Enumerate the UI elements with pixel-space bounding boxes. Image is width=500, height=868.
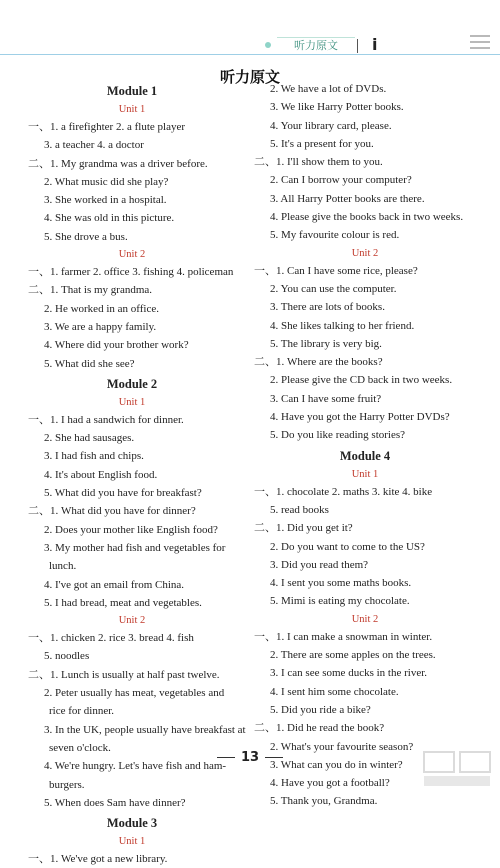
right-text-line: 2. Please give the CD back in two weeks. bbox=[270, 374, 453, 387]
left-text-line: seven o'clock. bbox=[49, 741, 111, 754]
menu-icon bbox=[470, 35, 490, 53]
right-text-line: 5. read books bbox=[270, 503, 329, 516]
right-text-line: 5. Mimi is eating my chocolate. bbox=[270, 595, 410, 608]
right-text-line: 5. My favourite colour is red. bbox=[270, 229, 400, 242]
right-text-line: 一、1. chocolate 2. maths 3. kite 4. bike bbox=[254, 485, 433, 498]
unit-heading: Unit 2 bbox=[351, 247, 379, 259]
right-text-line: 2. You can use the computer. bbox=[270, 282, 397, 295]
right-text-line: 二、1. Where are the books? bbox=[254, 356, 383, 369]
right-text-line: 4. I sent you some maths books. bbox=[270, 577, 412, 590]
left-text-line: 5. I had bread, meat and vegetables. bbox=[44, 596, 202, 609]
left-text-line: 一、1. I had a sandwich for dinner. bbox=[28, 413, 184, 426]
left-text-line: 4. We're hungry. Let's have fish and ham- bbox=[44, 760, 227, 773]
module-heading: Module 3 bbox=[106, 816, 158, 831]
left-text-line: 3. a teacher 4. a doctor bbox=[44, 139, 144, 152]
right-text-line: 4. Please give the books back in two weeks. bbox=[270, 211, 464, 224]
left-text-line: 二、1. What did you have for dinner? bbox=[28, 505, 196, 518]
left-text-line: 二、1. Lunch is usually at half past twelve. bbox=[28, 668, 220, 681]
left-text-line: 4. I've got an email from China. bbox=[44, 578, 185, 591]
header-divider bbox=[357, 39, 358, 53]
right-text-line: 4. Your library card, please. bbox=[270, 119, 392, 132]
left-text-line: 一、1. farmer 2. office 3. fishing 4. policeman bbox=[28, 266, 234, 279]
left-text-line: 2. Does your mother like English food? bbox=[44, 523, 218, 536]
header-rule bbox=[0, 54, 500, 55]
left-text-line: 一、1. chicken 2. rice 3. bread 4. fish bbox=[28, 632, 194, 645]
left-text-line: lunch. bbox=[49, 560, 77, 573]
watermark-icon bbox=[420, 748, 500, 790]
left-text-line: 4. Where did your brother work? bbox=[44, 339, 189, 352]
right-text-line: 3. What can you do in winter? bbox=[270, 758, 403, 771]
module-heading: Module 2 bbox=[106, 376, 158, 391]
left-text-line: 3. I had fish and chips. bbox=[44, 450, 144, 463]
dash-left bbox=[217, 757, 235, 758]
unit-heading: Unit 1 bbox=[118, 396, 146, 408]
page-title: 听力原文 bbox=[219, 68, 280, 86]
right-text-line: 3. There are lots of books. bbox=[270, 301, 385, 314]
left-text-line: 4. It's about English food. bbox=[44, 468, 158, 481]
right-text-line: 5. Did you ride a bike? bbox=[270, 703, 371, 716]
module-heading: Module 1 bbox=[106, 84, 158, 98]
left-text-line: 一、1. We've got a new library. bbox=[28, 853, 168, 866]
left-text-line: 3. We are a happy family. bbox=[44, 320, 157, 333]
right-text-line: 4. She likes talking to her friend. bbox=[270, 319, 415, 332]
right-text-line: 3. All Harry Potter books are there. bbox=[270, 192, 425, 205]
dot-icon bbox=[265, 42, 271, 48]
dash-right bbox=[265, 757, 283, 758]
right-text-line: 3. Did you read them? bbox=[270, 558, 369, 571]
left-text-line: 5. She drove a bus. bbox=[44, 230, 128, 243]
right-text-line: 5. Do you like reading stories? bbox=[270, 429, 406, 442]
left-text-line: 5. What did you have for breakfast? bbox=[44, 487, 202, 500]
right-text-line: 二、1. Did you get it? bbox=[254, 522, 353, 535]
publisher-logo-icon: i bbox=[372, 35, 378, 54]
unit-heading: Unit 2 bbox=[118, 249, 146, 261]
right-text-line: 4. I sent him some chocolate. bbox=[270, 685, 399, 698]
left-text-line: 5. What did she see? bbox=[44, 357, 135, 370]
left-text-line: 2. What music did she play? bbox=[44, 175, 169, 188]
left-text-line: rice for dinner. bbox=[49, 705, 115, 718]
left-text-line: 二、1. That is my grandma. bbox=[28, 284, 153, 297]
right-text-line: 4. Have you got a football? bbox=[270, 777, 390, 790]
right-text-line: 2. We have a lot of DVDs. bbox=[270, 83, 387, 95]
right-column bbox=[254, 80, 476, 811]
left-text-line: 5. noodles bbox=[44, 650, 90, 663]
unit-heading: Unit 2 bbox=[351, 613, 379, 625]
left-text-line: 4. She was old in this picture. bbox=[44, 212, 175, 225]
left-text-line: 5. When does Sam have dinner? bbox=[44, 796, 186, 809]
left-text-line: 二、1. My grandma was a driver before. bbox=[28, 157, 208, 170]
right-text-line: 2. Do you want to come to the US? bbox=[270, 540, 425, 553]
left-text-line: 一、1. a firefighter 2. a flute player bbox=[28, 121, 185, 133]
left-text-line: 3. In the UK, people usually have breakfast at bbox=[44, 723, 246, 736]
left-text-line: 2. She had sausages. bbox=[44, 432, 135, 445]
left-text-line: 2. Peter usually has meat, vegetables and bbox=[44, 687, 225, 700]
right-text-line: 5. It's a present for you. bbox=[270, 137, 374, 150]
page-header bbox=[0, 0, 500, 70]
unit-heading: Unit 1 bbox=[118, 836, 146, 848]
right-text-line: 2. There are some apples on the trees. bbox=[270, 649, 436, 662]
unit-heading: Unit 2 bbox=[118, 615, 146, 627]
right-text-line: 3. I can see some ducks in the river. bbox=[270, 667, 428, 680]
header-section-label: 听力原文 bbox=[277, 37, 355, 54]
right-text-line: 2. What's your favourite season? bbox=[270, 740, 414, 753]
right-text-line: 3. Can I have some fruit? bbox=[270, 392, 382, 405]
left-text-line: 3. My mother had fish and vegetables for bbox=[44, 541, 226, 554]
unit-heading: Unit 1 bbox=[118, 104, 146, 115]
right-text-line: 一、1. I can make a snowman in winter. bbox=[254, 630, 433, 643]
right-text-line: 二、1. I'll show them to you. bbox=[254, 156, 383, 169]
right-text-line: 5. The library is very big. bbox=[270, 337, 382, 350]
right-text-line: 5. Thank you, Grandma. bbox=[270, 795, 378, 808]
right-text-line: 3. We like Harry Potter books. bbox=[270, 101, 404, 114]
right-text-line: 4. Have you got the Harry Potter DVDs? bbox=[270, 411, 450, 424]
right-text-line: 2. Can I borrow your computer? bbox=[270, 174, 412, 187]
unit-heading: Unit 1 bbox=[351, 468, 379, 480]
right-text-line: 一、1. Can I have some rice, please? bbox=[254, 264, 418, 277]
right-text-line: 二、1. Did he read the book? bbox=[254, 722, 385, 735]
module-heading: Module 4 bbox=[339, 448, 391, 463]
left-text-line: 3. She worked in a hospital. bbox=[44, 194, 167, 207]
page-number-text: 13 bbox=[240, 750, 260, 765]
left-text-line: burgers. bbox=[49, 778, 85, 791]
left-text-line: 2. He worked in an office. bbox=[44, 302, 159, 315]
